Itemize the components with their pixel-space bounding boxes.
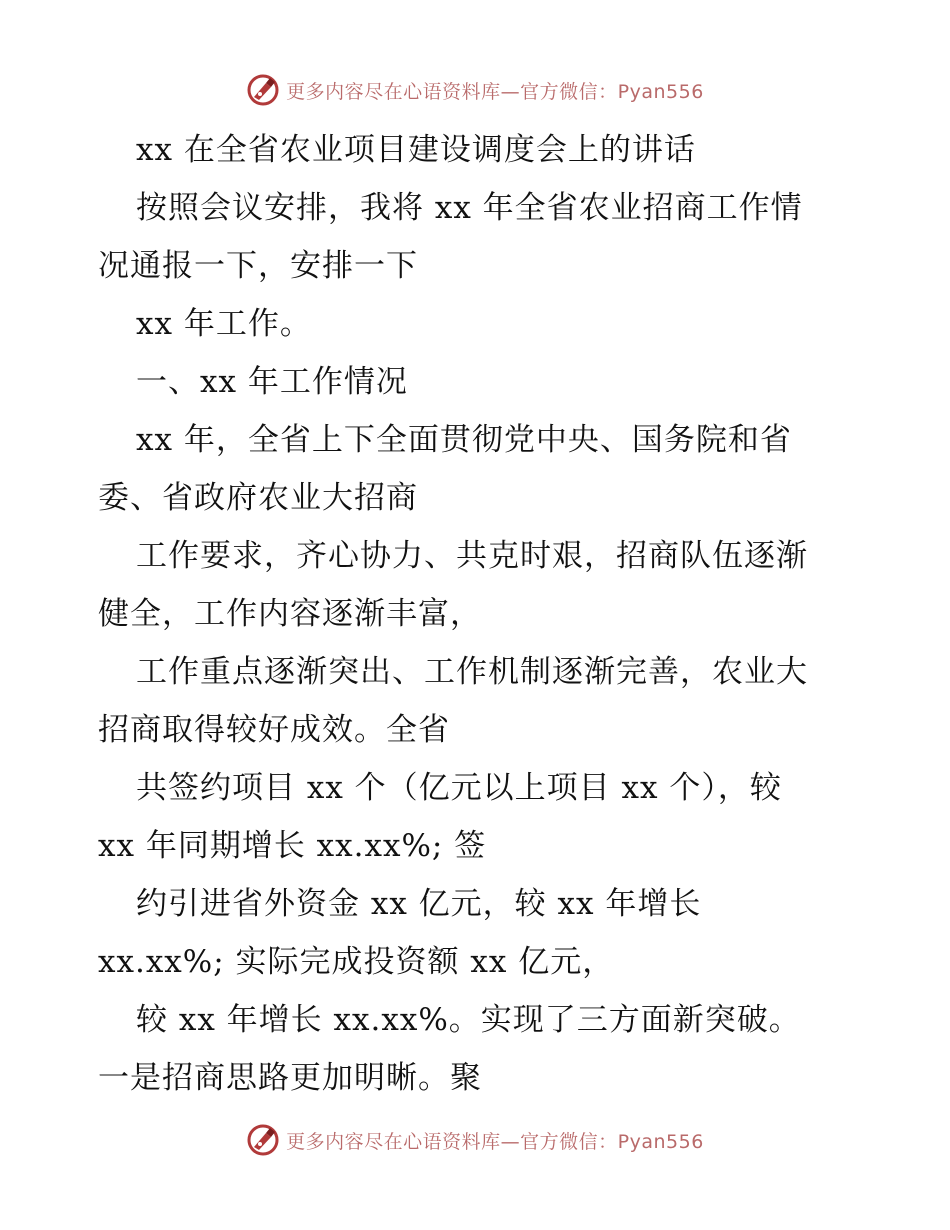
- section-heading: 一、xx 年工作情况: [136, 364, 408, 400]
- paragraph-line: 委、省政府农业大招商: [98, 480, 418, 516]
- paragraph-line: 一是招商思路更加明晰。聚: [98, 1060, 482, 1096]
- paragraph-line: 招商取得较好成效。全省: [98, 712, 450, 748]
- footer-banner-text: 更多内容尽在心语资料库—官方微信：Pyan556: [286, 1130, 704, 1153]
- pen-nib-logo-icon: [246, 1123, 280, 1157]
- document-title: xx 在全省农业项目建设调度会上的讲话: [136, 132, 696, 168]
- paragraph-line: 共签约项目 xx 个（亿元以上项目 xx 个），较: [136, 770, 782, 806]
- paragraph-line: xx 年工作。: [136, 306, 312, 342]
- footer-banner: [0, 1120, 950, 1160]
- header-banner-text: 更多内容尽在心语资料库—官方微信：Pyan556: [286, 80, 704, 103]
- header-banner: [0, 70, 950, 110]
- paragraph-line: 况通报一下，安排一下: [98, 248, 418, 284]
- paragraph-line: 工作重点逐渐突出、工作机制逐渐完善，农业大: [136, 654, 808, 690]
- paragraph-line: xx 年，全省上下全面贯彻党中央、国务院和省: [136, 422, 792, 458]
- paragraph-line: 较 xx 年增长 xx.xx%。实现了三方面新突破。: [136, 1002, 801, 1038]
- paragraph-line: 约引进省外资金 xx 亿元，较 xx 年增长: [136, 886, 702, 922]
- pen-nib-logo-icon: [246, 73, 280, 107]
- paragraph-line: xx.xx%; 实际完成投资额 xx 亿元，: [98, 944, 615, 980]
- paragraph-line: 健全，工作内容逐渐丰富，: [98, 596, 482, 632]
- paragraph-line: 按照会议安排，我将 xx 年全省农业招商工作情: [136, 190, 803, 226]
- paragraph-line: 工作要求，齐心协力、共克时艰，招商队伍逐渐: [136, 538, 808, 574]
- paragraph-line: xx 年同期增长 xx.xx%; 签: [98, 828, 487, 864]
